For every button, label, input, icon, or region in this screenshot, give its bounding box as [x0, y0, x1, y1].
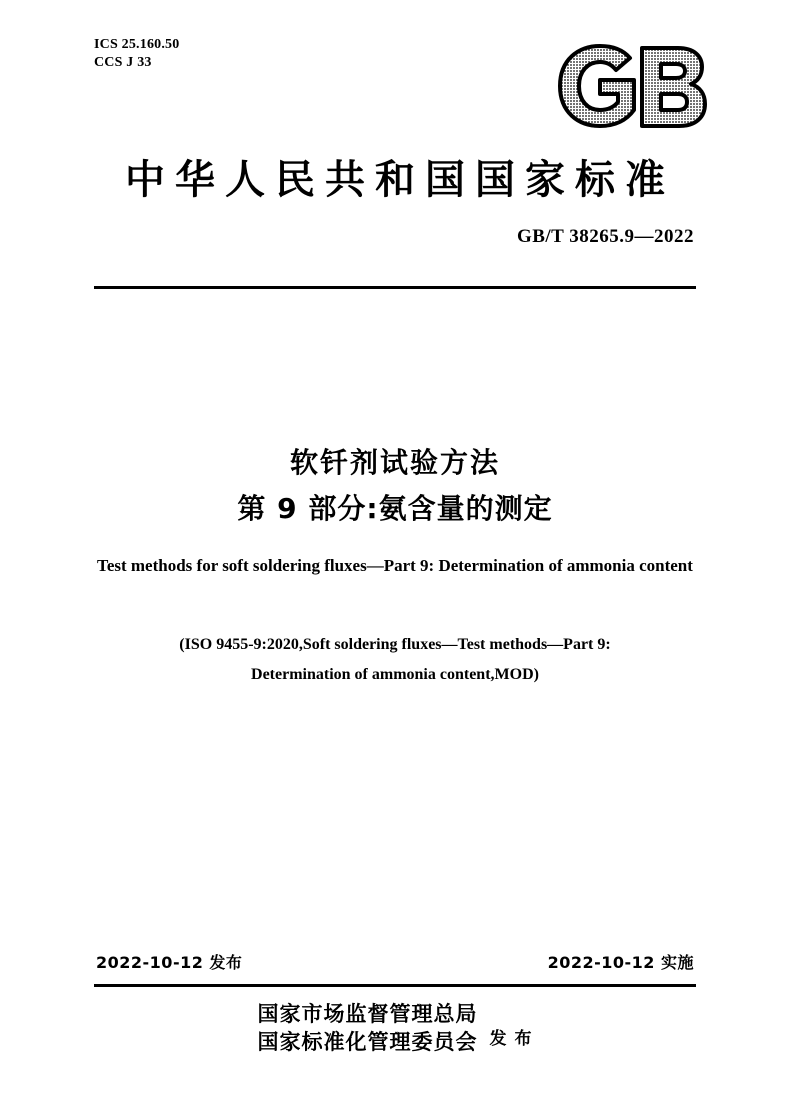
- publisher-names: [258, 1000, 478, 1056]
- document-title-en: Test methods for soft soldering fluxes—Part 9: Determination of ammonia content: [97, 556, 693, 575]
- ccs-code: CCS J 33: [94, 55, 152, 70]
- document-title-cn-line2: 第 9 部分:氨含量的测定: [237, 492, 553, 525]
- iso-reference-line1: (ISO 9455-9:2020,Soft soldering fluxes—Test methods—Part 9:: [179, 636, 611, 653]
- bottom-divider: [94, 984, 696, 987]
- publisher-line1: 国家市场监督管理总局: [257, 1002, 478, 1026]
- implementation-date: 2022-10-12 实施: [547, 953, 694, 972]
- issue-date: 2022-10-12 发布: [96, 953, 243, 972]
- national-standard-title: 中华人民共和国国家标准: [125, 157, 675, 203]
- publisher-inner: [258, 1000, 533, 1056]
- publisher-verb: 发 布: [489, 1028, 533, 1049]
- classification-codes: [94, 36, 179, 72]
- publisher-line2: 国家标准化管理委员会: [257, 1030, 478, 1054]
- iso-reference-line2: Determination of ammonia content,MOD): [251, 666, 539, 683]
- document-title-cn-line1: 软钎剂试验方法: [289, 446, 500, 479]
- publisher-block: [0, 1000, 790, 1056]
- ics-code: ICS 25.160.50: [94, 37, 180, 52]
- document-title-cn: [0, 440, 790, 532]
- standard-number: GB/T 38265.9—2022: [516, 226, 694, 247]
- gb-logo-icon: [552, 40, 712, 132]
- iso-reference: [0, 630, 790, 690]
- top-divider: [94, 286, 696, 289]
